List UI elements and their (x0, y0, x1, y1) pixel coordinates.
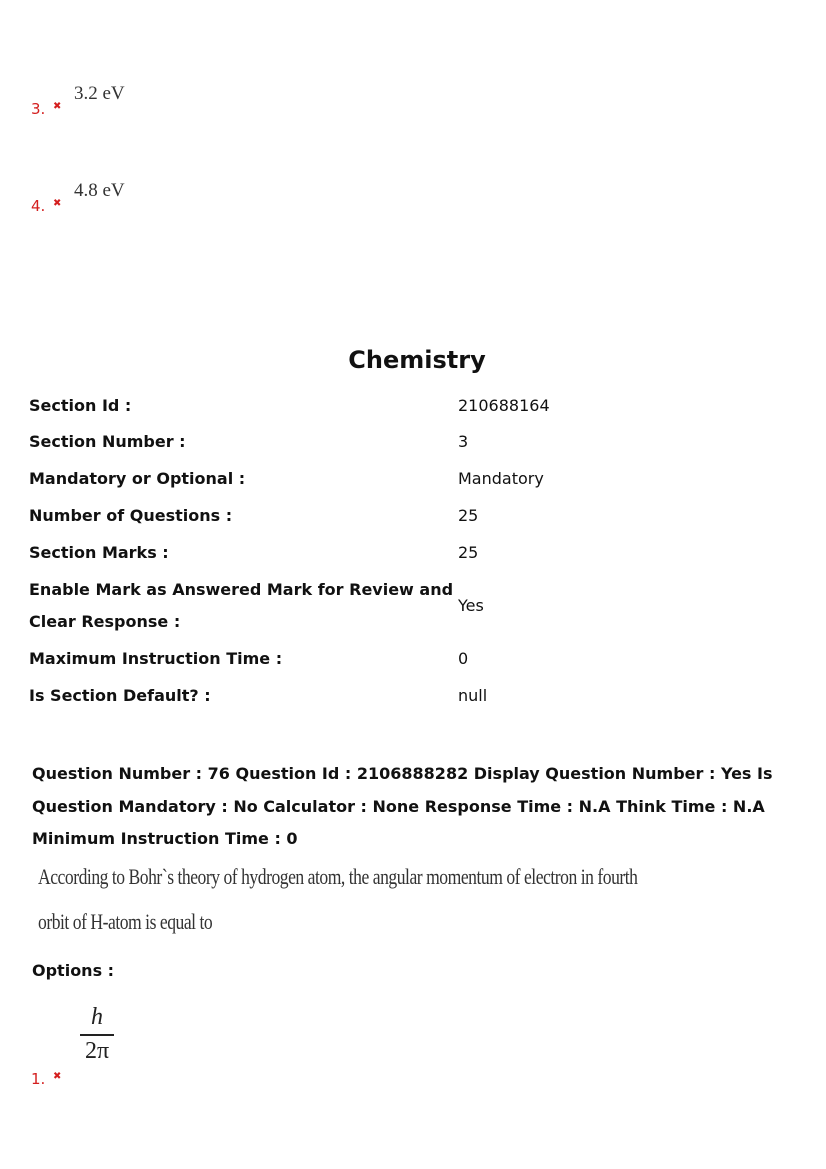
enable-mark-label-line2: Clear Response : (29, 612, 181, 631)
section-id-label: Section Id : (29, 396, 132, 415)
section-id-value: 210688164 (458, 396, 550, 415)
section-title: Chemistry (348, 346, 486, 374)
fraction-bar (80, 1034, 114, 1036)
wrong-answer-icon: ✖ (53, 1071, 62, 1082)
section-default-value: null (458, 686, 488, 705)
max-instruction-time-label: Maximum Instruction Time : (29, 649, 283, 668)
mandatory-value: Mandatory (458, 469, 544, 488)
number-of-questions-value: 25 (458, 506, 479, 525)
mandatory-label: Mandatory or Optional : (29, 469, 246, 488)
section-number-label: Section Number : (29, 432, 186, 451)
section-marks-value: 25 (458, 543, 479, 562)
option-fraction (80, 1004, 114, 1065)
fraction-numerator: h (91, 1004, 103, 1030)
option-number: 4. (31, 197, 46, 215)
option-text: 3.2 eV (74, 83, 125, 104)
wrong-answer-icon: ✖ (53, 101, 62, 112)
option-text: 4.8 eV (74, 180, 125, 201)
fraction-denominator: 2π (84, 1037, 110, 1064)
max-instruction-time-value: 0 (458, 649, 469, 668)
option-number: 1. (31, 1070, 46, 1088)
section-number-value: 3 (458, 432, 469, 451)
enable-mark-value: Yes (458, 596, 484, 615)
question-meta: Question Number : 76 Question Id : 2106888282 Display Question Number : Yes Is Question Mandatory : No Calculator : None Response Time : N.A Think Time : N.A Minimum Instruction Time : 0 (32, 764, 773, 848)
section-default-label: Is Section Default? : (29, 686, 211, 705)
number-of-questions-label: Number of Questions : (29, 506, 233, 525)
section-marks-label: Section Marks : (29, 543, 169, 562)
options-label: Options : (32, 961, 115, 980)
question-text-line1: According to Bohr`s theory of hydrogen atom, the angular momentum of electron in fourth (38, 864, 638, 889)
option-number: 3. (31, 100, 46, 118)
question-text-line2: orbit of H-atom is equal to (38, 909, 213, 934)
wrong-answer-icon: ✖ (53, 198, 62, 209)
enable-mark-label-line1: Enable Mark as Answered Mark for Review and (29, 580, 454, 599)
